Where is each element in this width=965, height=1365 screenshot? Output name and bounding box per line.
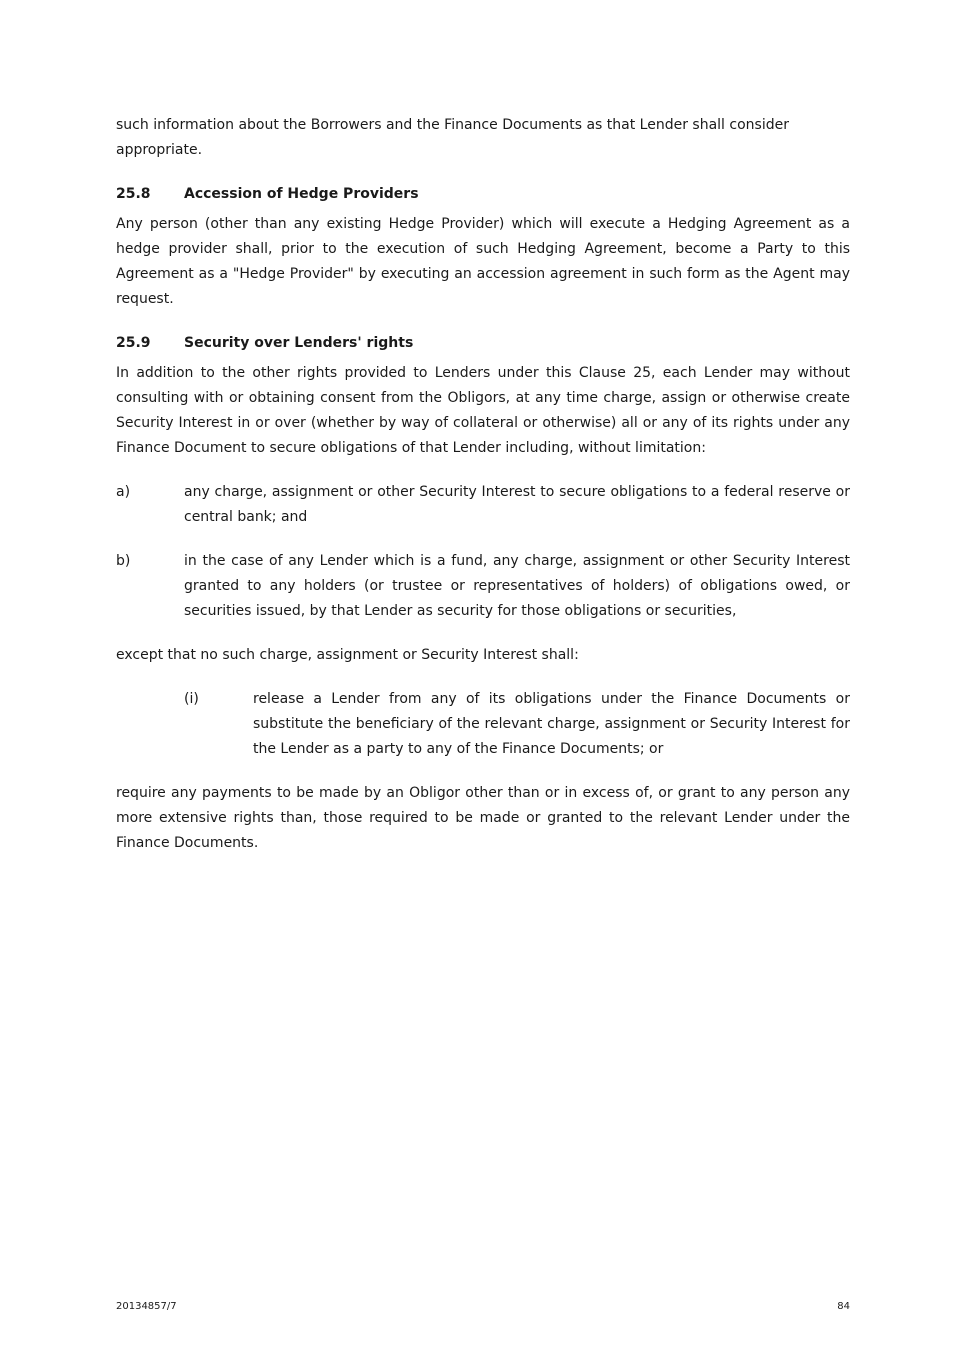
intro-line: such information about the Borrowers and the Finance Documents as that Lender shall consider appropriate. (116, 117, 789, 158)
section-heading (116, 182, 850, 207)
list-item-label: a) (116, 484, 131, 500)
list-item-text: any charge, assignment or other Security Interest to secure obligations to a federal reserve or central bank; and (184, 484, 850, 525)
except-line: except that no such charge, assignment or Security Interest shall: (116, 647, 579, 663)
page-number: 84 (837, 1301, 850, 1312)
list-item-a (116, 480, 850, 530)
list-item-label: b) (116, 553, 131, 569)
sub-list-item-label: (i) (184, 691, 199, 707)
section-title: Accession of Hedge Providers (184, 186, 419, 202)
document-reference: 20134857/7 (116, 1301, 177, 1312)
list-item-b (116, 549, 850, 624)
section-heading (116, 331, 850, 356)
list-item-text: in the case of any Lender which is a fund, any charge, assignment or other Security Interest granted to any holders (or trustee or representatives of holders) of obligations owed, or securities issued, by that Lender as security for those obligations or securities, (184, 553, 850, 619)
section-paragraph: In addition to the other rights provided to Lenders under this Clause 25, each Lender may without consulting with or obtaining consent from the Obligors, at any time charge, assign or otherwise create Security Interest in or over (whether by way of collateral or otherwise) all or any of its rights under any Finance Document to secure obligations of that Lender including, without limitation: (116, 365, 850, 456)
section-paragraph: Any person (other than any existing Hedge Provider) which will execute a Hedging Agreement as a hedge provider shall, prior to the execution of such Hedging Agreement, become a Party to this Agreement as a "Hedge Provider" by executing an accession agreement in such form as the Agent may request. (116, 216, 850, 307)
section-title: Security over Lenders' rights (184, 335, 414, 351)
document-page (116, 113, 850, 856)
page-footer (116, 1300, 850, 1314)
section-25-8 (116, 182, 850, 312)
sub-list-item-i (184, 687, 850, 762)
sub-list-item-text: release a Lender from any of its obligations under the Finance Documents or substitute the beneficiary of the relevant charge, assignment or Security Interest for the Lender as a party to any of the Finance Documents; or (253, 691, 850, 757)
closing-paragraph: require any payments to be made by an Obligor other than or in excess of, or grant to any person any more extensive rights than, those required to be made or granted to the relevant Lender under the Finance Documents. (116, 785, 850, 851)
section-25-9 (116, 331, 850, 856)
section-number: 25.9 (116, 335, 151, 351)
section-number: 25.8 (116, 186, 151, 202)
